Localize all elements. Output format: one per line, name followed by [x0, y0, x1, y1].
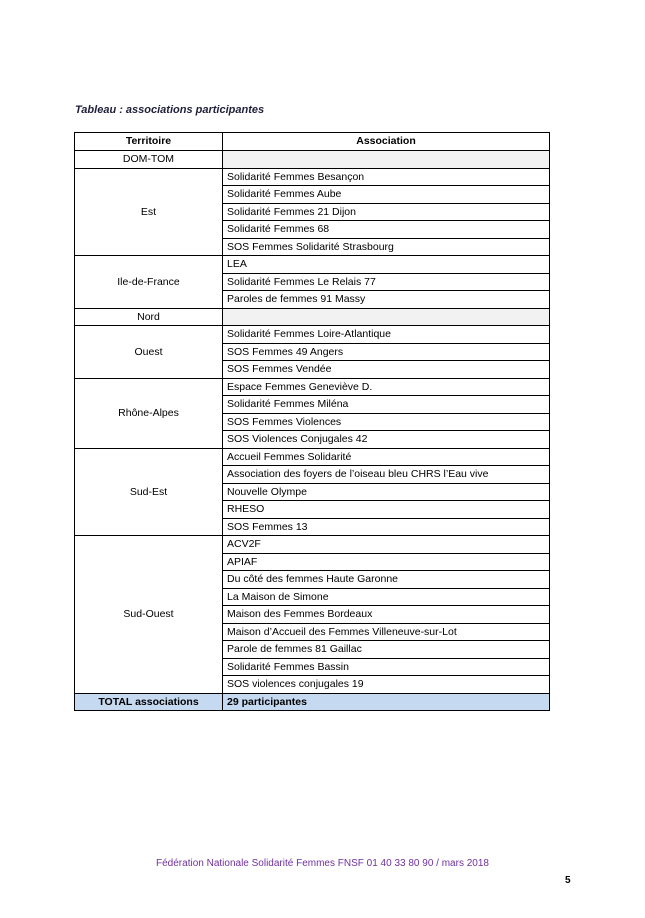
- association-cell: Parole de femmes 81 Gaillac: [223, 641, 550, 659]
- association-cell: Association des foyers de l’oiseau bleu CHRS l’Eau vive: [223, 466, 550, 484]
- territoire-cell: Rhône-Alpes: [75, 378, 223, 448]
- association-cell: Solidarité Femmes Loire-Atlantique: [223, 326, 550, 344]
- table-header-row: [75, 133, 550, 151]
- association-cell: SOS Femmes Violences: [223, 413, 550, 431]
- total-row: [75, 693, 550, 711]
- table-row: [75, 168, 550, 186]
- table-row: [75, 448, 550, 466]
- association-cell: SOS Femmes 13: [223, 518, 550, 536]
- table-body: [75, 151, 550, 694]
- territoire-cell: Sud-Ouest: [75, 536, 223, 694]
- association-cell: SOS violences conjugales 19: [223, 676, 550, 694]
- association-cell: La Maison de Simone: [223, 588, 550, 606]
- table-row: [75, 256, 550, 274]
- territoire-cell: Sud-Est: [75, 448, 223, 536]
- association-cell: SOS Violences Conjugales 42: [223, 431, 550, 449]
- associations-table: [74, 132, 550, 711]
- association-cell: Accueil Femmes Solidarité: [223, 448, 550, 466]
- total-value: 29 participantes: [223, 693, 550, 711]
- association-cell: [223, 308, 550, 326]
- territoire-cell: Nord: [75, 308, 223, 326]
- association-cell: SOS Femmes 49 Angers: [223, 343, 550, 361]
- territoire-cell: Est: [75, 168, 223, 256]
- association-cell: SOS Femmes Vendée: [223, 361, 550, 379]
- header-association: Association: [223, 133, 550, 151]
- association-cell: Du côté des femmes Haute Garonne: [223, 571, 550, 589]
- association-cell: Solidarité Femmes Aube: [223, 186, 550, 204]
- association-cell: Solidarité Femmes 68: [223, 221, 550, 239]
- association-cell: Solidarité Femmes Le Relais 77: [223, 273, 550, 291]
- territoire-cell: Ouest: [75, 326, 223, 379]
- association-cell: ACV2F: [223, 536, 550, 554]
- table-row: [75, 536, 550, 554]
- territoire-cell: Ile-de-France: [75, 256, 223, 309]
- header-territoire: Territoire: [75, 133, 223, 151]
- association-cell: Solidarité Femmes Bassin: [223, 658, 550, 676]
- page-number: 5: [565, 875, 571, 886]
- association-cell: Solidarité Femmes 21 Dijon: [223, 203, 550, 221]
- association-cell: Nouvelle Olympe: [223, 483, 550, 501]
- association-cell: Espace Femmes Geneviève D.: [223, 378, 550, 396]
- association-cell: Solidarité Femmes Miléna: [223, 396, 550, 414]
- association-cell: Paroles de femmes 91 Massy: [223, 291, 550, 309]
- association-cell: LEA: [223, 256, 550, 274]
- table-caption: Tableau : associations participantes: [75, 104, 265, 116]
- association-cell: Maison des Femmes Bordeaux: [223, 606, 550, 624]
- table-row: [75, 378, 550, 396]
- total-label: TOTAL associations: [75, 693, 223, 711]
- association-cell: Solidarité Femmes Besançon: [223, 168, 550, 186]
- association-cell: APIAF: [223, 553, 550, 571]
- table-row: [75, 151, 550, 169]
- association-cell: Maison d’Accueil des Femmes Villeneuve-sur-Lot: [223, 623, 550, 641]
- association-cell: [223, 151, 550, 169]
- table-row: [75, 308, 550, 326]
- page-footer: Fédération Nationale Solidarité Femmes FNSF 01 40 33 80 90 / mars 2018: [156, 858, 489, 869]
- territoire-cell: DOM-TOM: [75, 151, 223, 169]
- association-cell: RHESO: [223, 501, 550, 519]
- association-cell: SOS Femmes Solidarité Strasbourg: [223, 238, 550, 256]
- table-row: [75, 326, 550, 344]
